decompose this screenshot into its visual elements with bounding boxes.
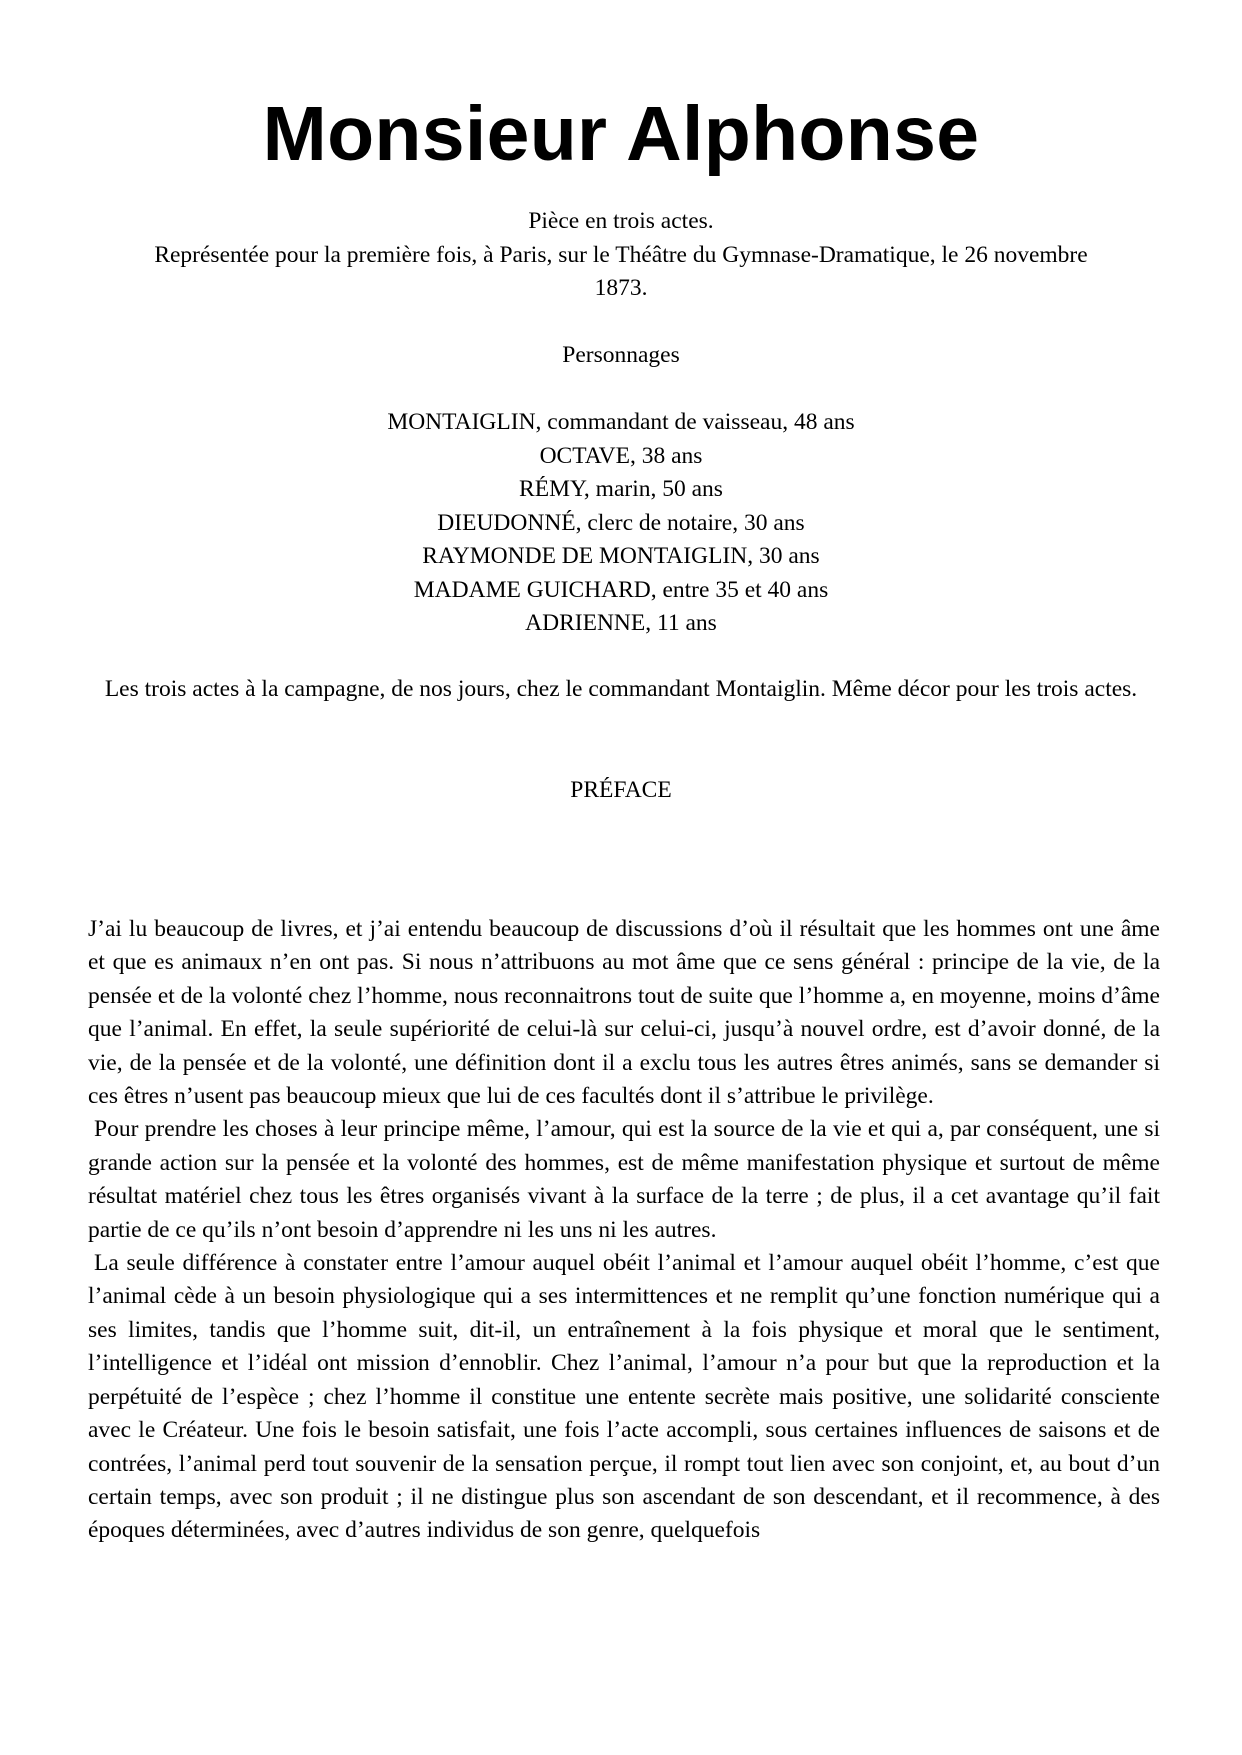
cast-item: ADRIENNE, 11 ans [525,610,717,636]
page-title: Monsieur Alphonse [262,91,980,177]
cast-item: RÉMY, marin, 50 ans [519,476,723,502]
cast-item: DIEUDONNÉ, clerc de notaire, 30 ans [437,509,805,536]
preface-paragraph: J’ai lu beaucoup de livres, et j’ai entendu beaucoup de discussions d’où il résultait que les hommes ont une âme et que es animaux n’en ont pas. Si nous n’attribuons au mot âme que ce sens général : principe de la vie, de la pensée et de la volonté chez l’homme, nous reconnaitrons tout de suite que l’homme a, en moyenne, moins d’âme que l’animal. En effet, la seule supériorité de celui-là sur celui-ci, jusqu’à nouvel ordre, est d’avoir donné, de la vie, de la pensée et de la volonté, une définition dont il a exclu tous les autres êtres animés, sans se demander si ces êtres n’usent pas beaucoup mieux que lui de ces facultés dont il s’attribue le privilège. [88,916,1160,1110]
cast-item: MADAME GUICHARD, entre 35 et 40 ans [413,576,829,603]
cast-list-block [100,406,1142,641]
personnages-heading: Personnages [562,342,680,368]
intro-premiere-info: Représentée pour la première fois, à Paris, sur le Théâtre du Gymnase-Dramatique, le 26 novembre 1873. [154,241,1088,301]
preface-heading: PRÉFACE [570,777,672,803]
setting-text: Les trois actes à la campagne, de nos jours, chez le commandant Montaiglin. Même décor pour les trois actes. [104,676,1138,702]
cast-list [100,406,1142,641]
preface-body [88,913,1160,1548]
cast-item: MONTAIGLIN, commandant de vaisseau, 48 ans [387,409,855,435]
preface-paragraph: Pour prendre les choses à leur principe même, l’amour, qui est la source de la vie et qui a, par conséquent, une si grande action sur la pensée et la volonté des hommes, est de même manifestation physique et surtout de même résultat matériel chez tous les êtres organisés vivant à la surface de la terre ; de plus, il a cet avantage qu’il fait partie de ce qu’ils n’ont besoin d’apprendre ni les uns ni les autres. [88,1116,1160,1243]
cast-item: OCTAVE, 38 ans [539,442,703,469]
preface-paragraph: La seule différence à constater entre l’amour auquel obéit l’animal et l’amour auquel obéit l’homme, c’est que l’animal cède à un besoin physiologique qui a ses intermittences et ne remplit qu’une fonction numérique qui a ses limites, tandis que l’homme suit, dit-il, un entraînement à la fois physique et moral que le sentiment, l’intelligence et l’idéal ont mission d’ennoblir. Chez l’animal, l’amour n’a pour but que la reproduction et la perpétuité de l’espèce ; chez l’homme il constitue une entente secrète mais positive, une solidarité consciente avec le Créateur. Une fois le besoin satisfait, une fois l’acte accompli, sous certaines influences de saisons et de contrées, l’animal perd tout souvenir de la sensation perçue, il rompt tout lien avec son conjoint, et, au bout d’un certain temps, avec son produit ; il ne distingue plus son ascendant de son descendant, et il recommence, à des époques déterminées, avec d’autres individus de son genre, quelquefois [88,1250,1160,1544]
setting-block [90,673,1152,707]
intro-subtitle: Pièce en trois actes. [528,208,714,234]
personnages-heading-block [100,339,1142,373]
cast-item: RAYMONDE DE MONTAIGLIN, 30 ans [422,543,820,569]
preface-heading-block [100,774,1142,808]
intro-block [100,205,1142,306]
